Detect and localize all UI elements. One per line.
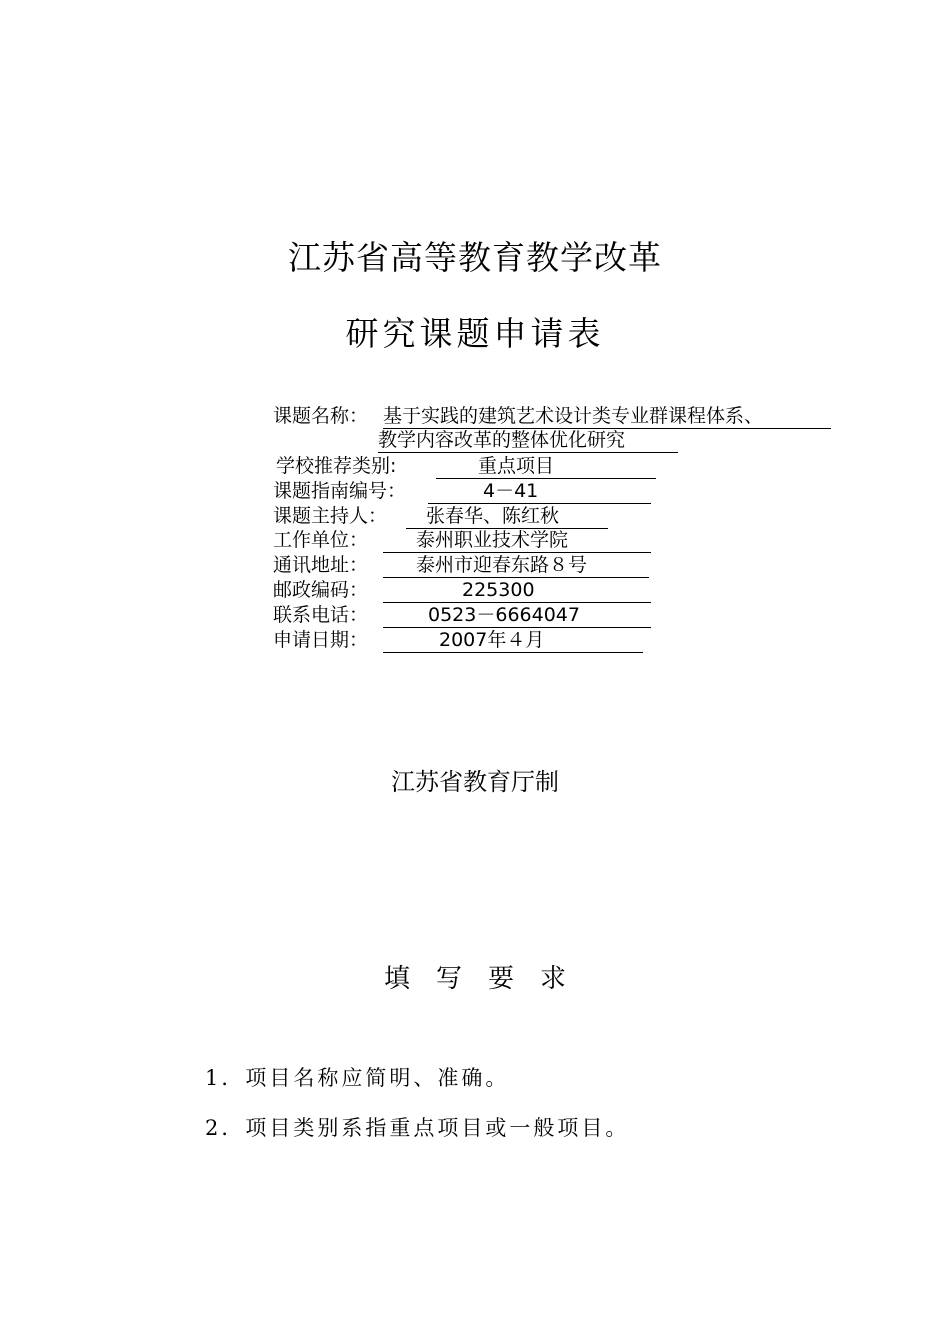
- requirement-item: 2．项目类别系指重点项目或一般项目。: [205, 1116, 630, 1140]
- postal-code-label: 邮政编码：: [273, 579, 369, 601]
- recommend-category-value: 重点项目: [478, 455, 555, 477]
- work-unit-underline: [383, 528, 651, 553]
- topic-value-line2: 教学内容改革的整体优化研究: [378, 428, 678, 453]
- address-label: 通讯地址：: [273, 554, 369, 576]
- guide-number-underline: [428, 479, 651, 504]
- form-title-line2: 研究课题申请表: [345, 314, 605, 353]
- host-underline: [406, 504, 608, 529]
- work-unit-value: 泰州职业技术学院: [416, 529, 569, 551]
- apply-date-underline: [383, 628, 643, 653]
- topic-value-line1: 基于实践的建筑艺术设计类专业群课程体系、: [383, 404, 831, 429]
- host-value: 张春华、陈红秋: [426, 505, 560, 527]
- address-underline: [383, 553, 649, 578]
- guide-number-value: 4－41: [483, 480, 539, 502]
- form-title-line1: 江苏省高等教育教学改革: [288, 238, 662, 277]
- phone-value: 0523－6664047: [428, 604, 580, 626]
- issuer: 江苏省教育厅制: [391, 768, 559, 796]
- requirement-item: 1．项目名称应简明、准确。: [205, 1066, 510, 1090]
- phone-label: 联系电话：: [273, 604, 369, 626]
- apply-date-label: 申请日期：: [273, 629, 369, 651]
- recommend-category-label: 学校推荐类别:: [276, 455, 397, 477]
- requirements-title: 填写要求: [383, 964, 592, 994]
- recommend-category-underline: [436, 454, 656, 479]
- postal-code-value: 225300: [462, 579, 535, 601]
- topic-label: 课题名称：: [273, 405, 369, 427]
- phone-underline: [383, 603, 651, 628]
- guide-number-label: 课题指南编号：: [273, 480, 407, 502]
- host-label: 课题主持人：: [273, 505, 388, 527]
- work-unit-label: 工作单位：: [273, 529, 369, 551]
- address-value: 泰州市迎春东路８号: [416, 554, 588, 576]
- postal-code-underline: [383, 578, 651, 603]
- apply-date-value: 2007年４月: [439, 629, 545, 651]
